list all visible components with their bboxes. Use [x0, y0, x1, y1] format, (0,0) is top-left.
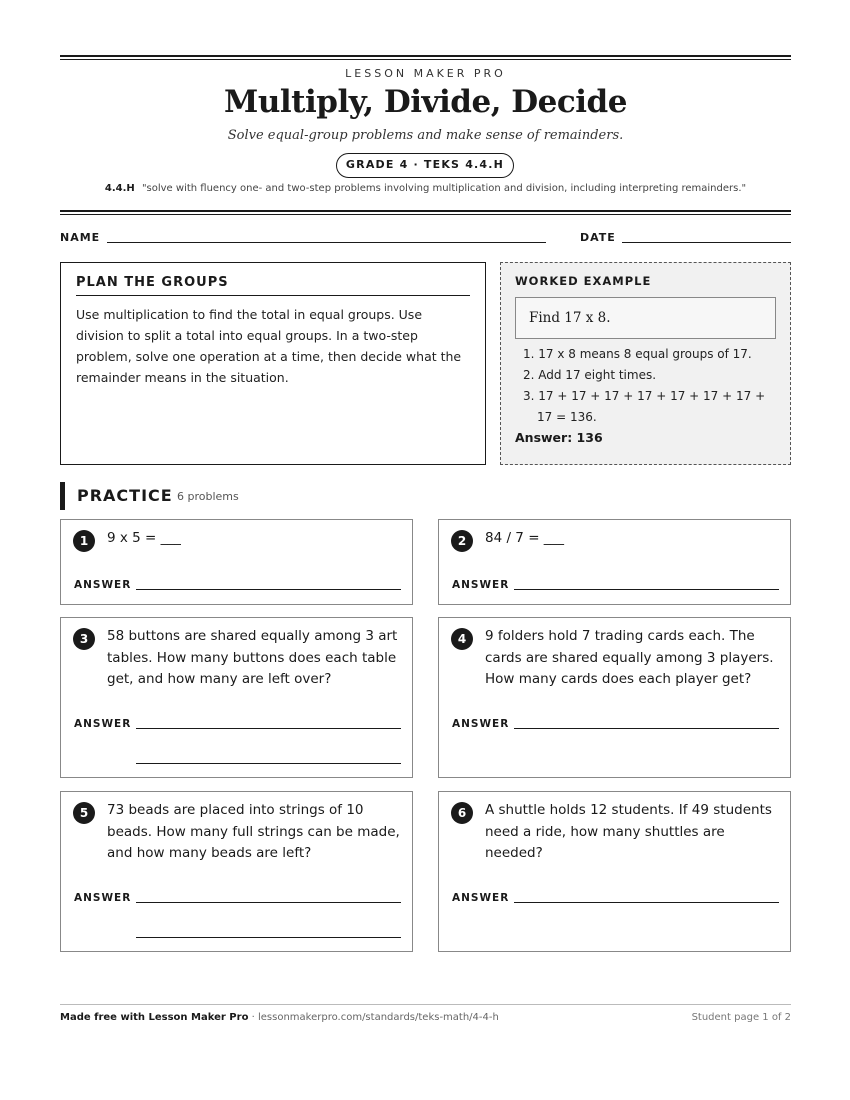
- problem-card-5: [60, 791, 413, 952]
- answer-line[interactable]: [136, 589, 401, 590]
- problem-number-badge: 2: [451, 530, 473, 552]
- standard-text: "solve with fluency one- and two-step problems involving multiplication and division, including interpreting remainders.": [141, 183, 747, 194]
- problem-card-1: [60, 519, 413, 605]
- problem-card-6: [438, 791, 791, 952]
- answer-label: ANSWER: [74, 579, 132, 591]
- answer-line[interactable]: [136, 728, 401, 729]
- date-field[interactable]: [622, 242, 791, 243]
- plan-the-groups-box: [60, 262, 486, 465]
- problem-number-badge: 6: [451, 802, 473, 824]
- answer-label: ANSWER: [452, 718, 510, 730]
- problem-card-4: [438, 617, 791, 778]
- footer-rule: [60, 1004, 791, 1005]
- problem-card-3: [60, 617, 413, 778]
- worked-example-step: 3. 17 + 17 + 17 + 17 + 17 + 17 + 17 + 17 = 136.: [523, 389, 766, 424]
- standard-code: 4.4.H: [104, 183, 135, 194]
- date-label: DATE: [580, 231, 616, 244]
- problem-number-badge: 4: [451, 628, 473, 650]
- practice-count: 6 problems: [177, 490, 239, 503]
- problem-text: 58 buttons are shared equally among 3 art tables. How many buttons does each table get, and how many are left over?: [107, 628, 398, 687]
- answer-line[interactable]: [514, 589, 779, 590]
- worksheet-title: Multiply, Divide, Decide: [224, 84, 627, 120]
- standard-statement: [60, 183, 791, 194]
- answer-line[interactable]: [514, 902, 779, 903]
- answer-line[interactable]: [136, 902, 401, 903]
- practice-title: PRACTICE: [77, 486, 173, 505]
- name-field[interactable]: [107, 242, 546, 243]
- worksheet-page: [60, 0, 791, 1100]
- footer-credit: [60, 1012, 499, 1023]
- plan-text: Use multiplication to find the total in equal groups. Use division to split a total into equal groups. In a two-step problem, solve one operation at a time, then decide what the remainder means in the situation.: [76, 307, 462, 385]
- worked-example-step: 1. 17 x 8 means 8 equal groups of 17.: [523, 347, 752, 361]
- problem-card-2: [438, 519, 791, 605]
- header-top-rule: [60, 55, 791, 60]
- answer-line[interactable]: [514, 728, 779, 729]
- brand-name: LESSON MAKER PRO: [345, 67, 506, 80]
- problem-number-badge: 3: [73, 628, 95, 650]
- worked-example-answer: Answer: 136: [515, 430, 603, 445]
- plan-title: PLAN THE GROUPS: [76, 275, 470, 296]
- answer-label: ANSWER: [452, 892, 510, 904]
- name-label: NAME: [60, 231, 101, 244]
- answer-label: ANSWER: [74, 718, 132, 730]
- worked-example-step: 2. Add 17 eight times.: [523, 368, 657, 382]
- answer-line-second[interactable]: [136, 937, 401, 938]
- answer-label: ANSWER: [74, 892, 132, 904]
- problem-text: 84 / 7 = ___: [485, 530, 565, 546]
- problem-number-badge: 1: [73, 530, 95, 552]
- problem-text: 73 beads are placed into strings of 10 beads. How many full strings can be made, and how many beads are left?: [107, 802, 400, 861]
- problem-text: 9 x 5 = ___: [107, 530, 181, 546]
- footer-page-number: Student page 1 of 2: [691, 1012, 791, 1023]
- problem-text: A shuttle holds 12 students. If 49 students need a ride, how many shuttles are needed?: [485, 802, 772, 861]
- worked-example-problem: Find 17 x 8.: [515, 297, 776, 339]
- problem-text: 9 folders hold 7 trading cards each. The cards are shared equally among 3 players. How many cards does each player get?: [485, 628, 774, 687]
- answer-line-second[interactable]: [136, 763, 401, 764]
- footer-url[interactable]: · lessonmakerpro.com/standards/teks-math/4-4-h: [248, 1012, 499, 1023]
- grade-badge: GRADE 4 · TEKS 4.4.H: [336, 153, 514, 178]
- header-bottom-rule: [60, 210, 791, 215]
- answer-label: ANSWER: [452, 579, 510, 591]
- footer-made-with: Made free with Lesson Maker Pro: [60, 1012, 249, 1023]
- worked-example-title: WORKED EXAMPLE: [515, 274, 652, 288]
- worksheet-subtitle: Solve equal-group problems and make sense of remainders.: [227, 128, 624, 143]
- problem-number-badge: 5: [73, 802, 95, 824]
- worked-example-steps: [515, 344, 776, 428]
- practice-section-marker: [60, 482, 65, 510]
- worked-example-box: [500, 262, 791, 465]
